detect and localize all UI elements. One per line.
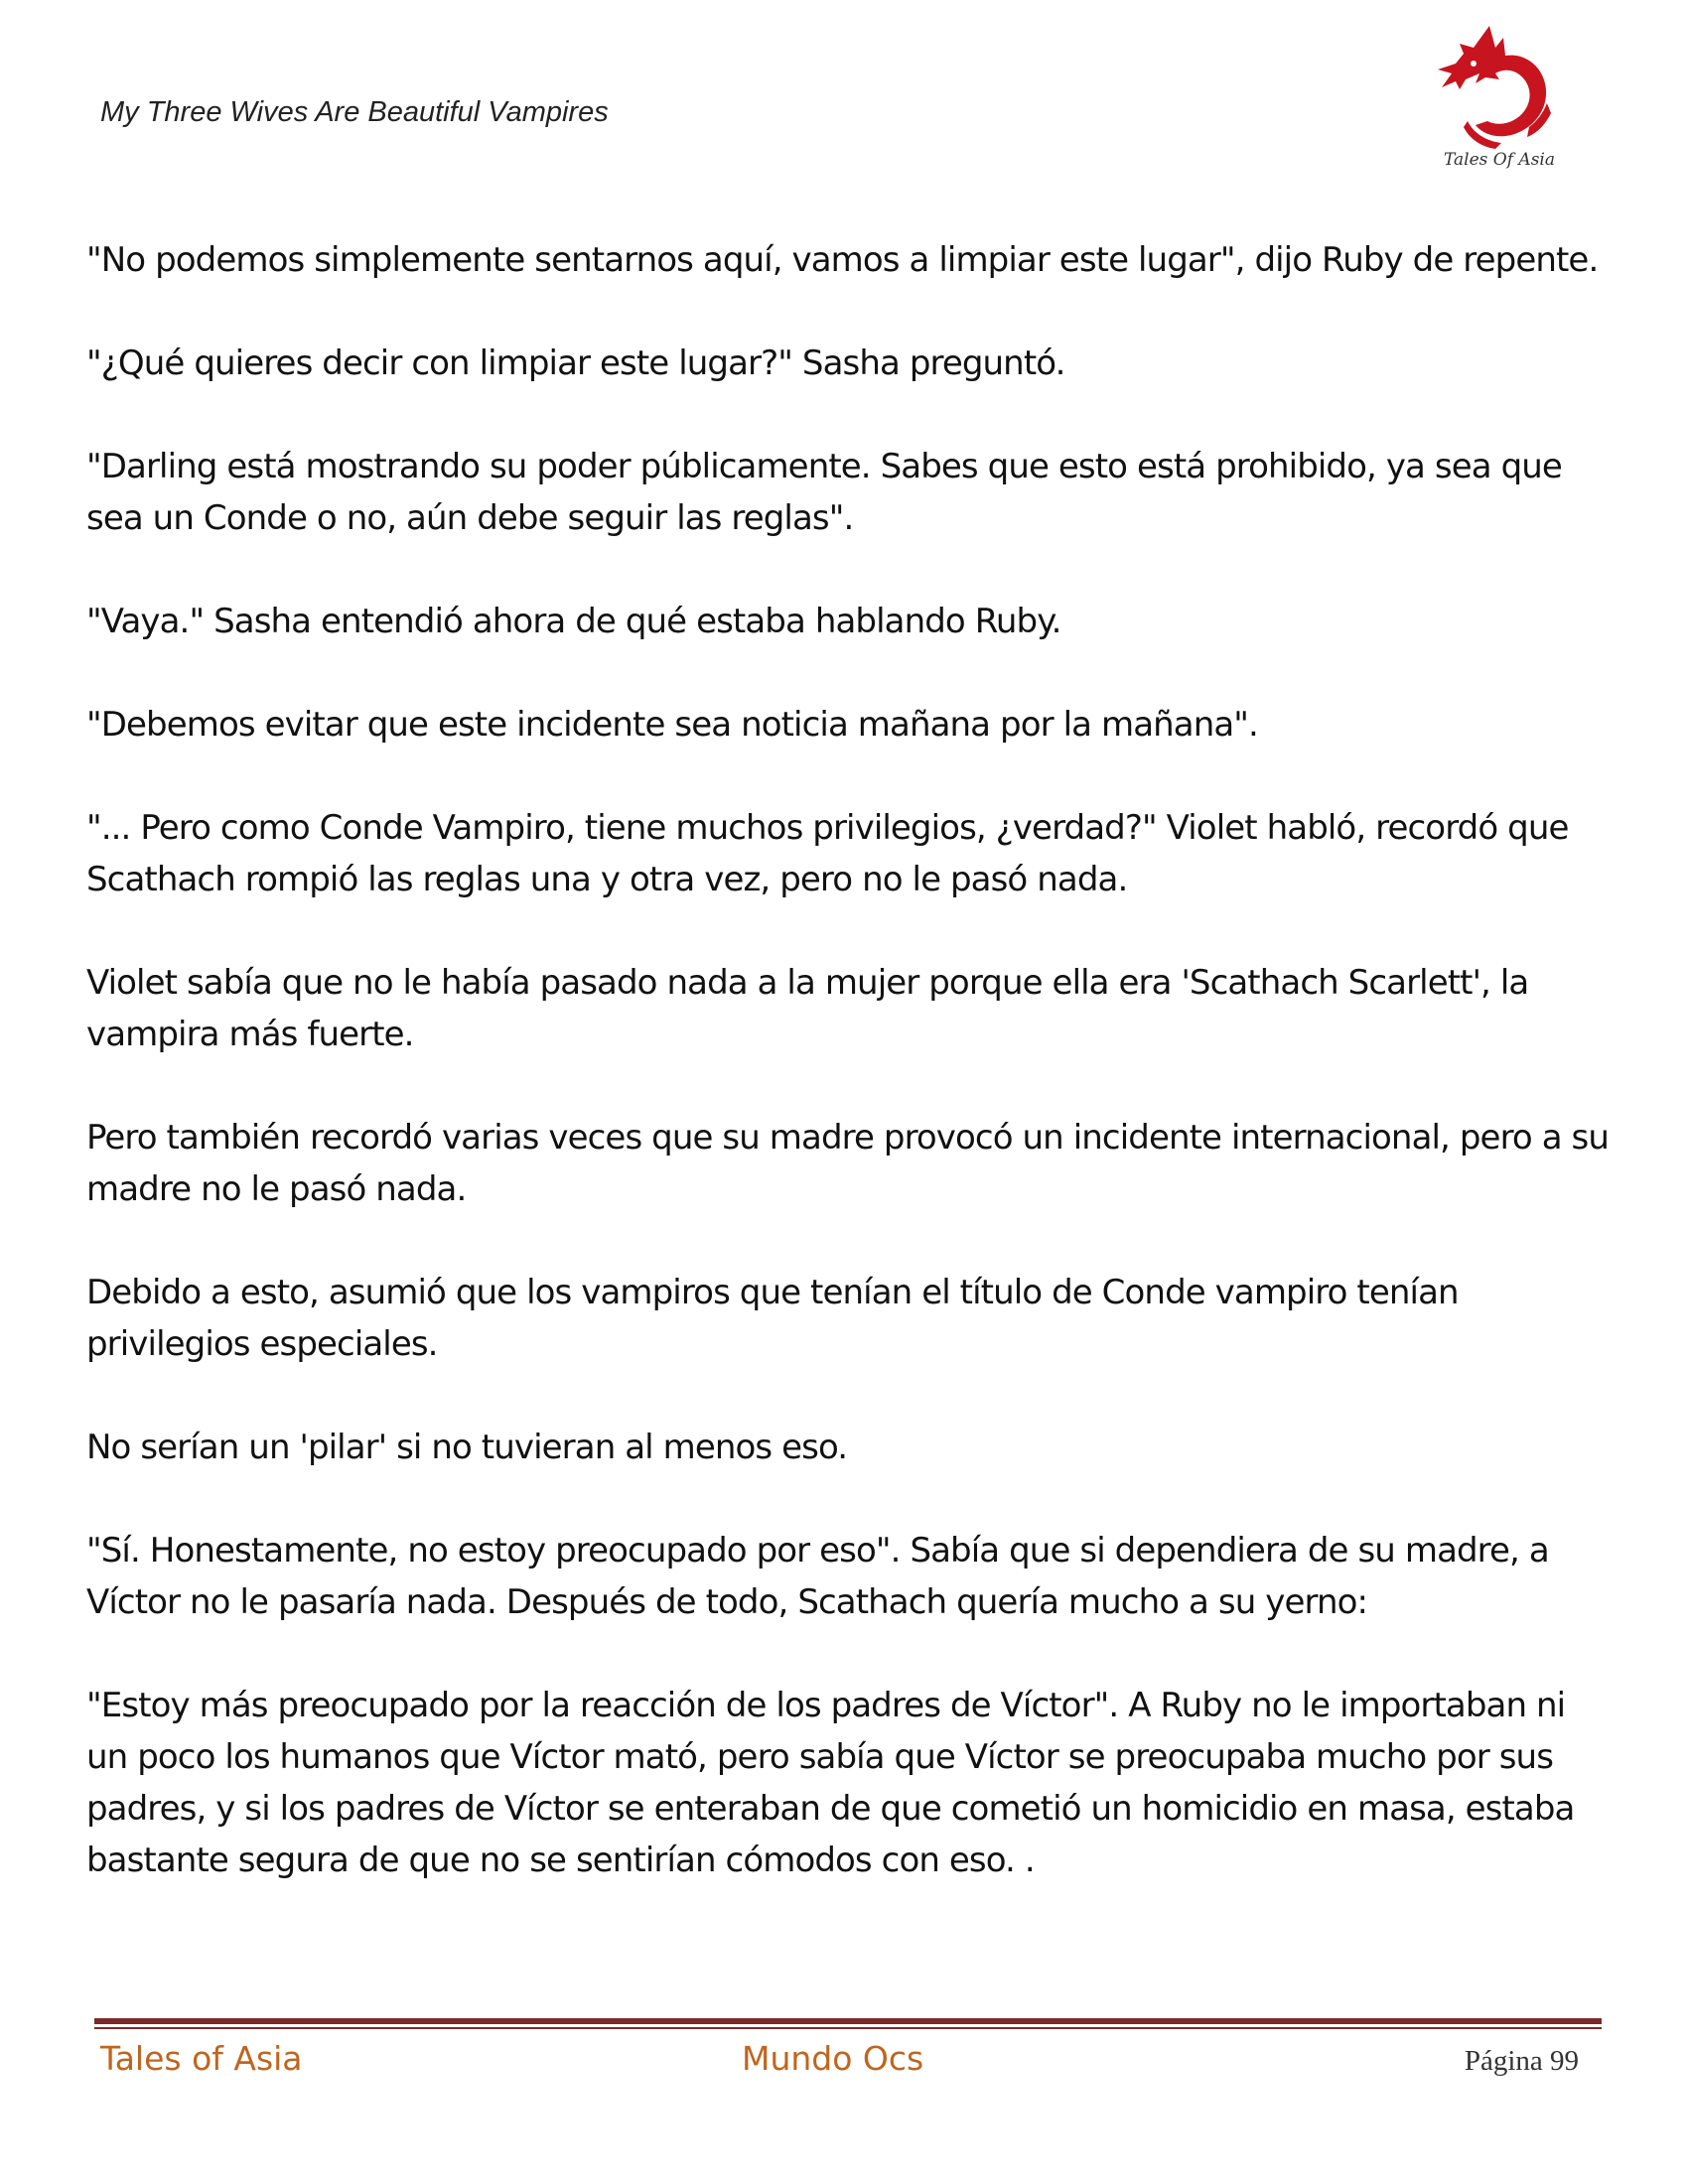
paragraph: No serían un 'pilar' si no tuvieran al menos eso.: [86, 1428, 848, 1467]
page-number: Página 99: [1464, 2045, 1579, 2077]
paragraph: Debido a esto, asumió que los vampiros que tenían el título de Conde vampiro tenían privilegios especiales.: [86, 1273, 1459, 1364]
paragraph: "Vaya." Sasha entendió ahora de qué estaba hablando Ruby.: [86, 602, 1061, 641]
paragraph: "No podemos simplemente sentarnos aquí, vamos a limpiar este lugar", dijo Ruby de repente.: [86, 240, 1599, 280]
document-title: My Three Wives Are Beautiful Vampires: [100, 96, 609, 128]
logo-text: Tales Of Asia: [1444, 150, 1555, 170]
footer-source: Tales of Asia: [100, 2039, 303, 2078]
paragraph: Violet sabía que no le había pasado nada a la mujer porque ella era 'Scathach Scarlett', la vampira más fuerte.: [86, 963, 1529, 1054]
paragraph: "Darling está mostrando su poder públicamente. Sabes que esto está prohibido, ya sea que sea un Conde o no, aún debe seguir las reglas".: [86, 447, 1562, 538]
paragraph: "Sí. Honestamente, no estoy preocupado por eso". Sabía que si dependiera de su madre, a Víctor no le pasaría nada. Después de todo, Scathach quería mucho a su yerno:: [86, 1531, 1549, 1622]
paragraph: "¿Qué quieres decir con limpiar este lugar?" Sasha preguntó.: [86, 343, 1065, 383]
chapter-body: [86, 234, 1616, 1938]
paragraph: "... Pero como Conde Vampiro, tiene muchos privilegios, ¿verdad?" Violet habló, recordó que Scathach rompió las reglas una y otra vez, pero no le pasó nada.: [86, 808, 1569, 899]
paragraph: Pero también recordó varias veces que su madre provocó un incidente internacional, pero a su madre no le pasó nada.: [86, 1118, 1610, 1209]
paragraph: "Debemos evitar que este incidente sea noticia mañana por la mañana".: [86, 705, 1258, 745]
footer-divider: [94, 2018, 1602, 2024]
footer-divider-thin: [94, 2027, 1602, 2029]
footer-translator: Mundo Ocs: [742, 2039, 924, 2078]
paragraph: "Estoy más preocupado por la reacción de los padres de Víctor". A Ruby no le importaban ni un poco los humanos que Víctor mató, pero sabía que Víctor se preocupaba mucho por sus padres, y si los padres de Víctor se enteraban de que cometió un homicidio en masa, estaba bastante segura de que no se sentirían cómodos con eso. .: [86, 1686, 1575, 1880]
tales-of-asia-logo: [1430, 18, 1569, 182]
